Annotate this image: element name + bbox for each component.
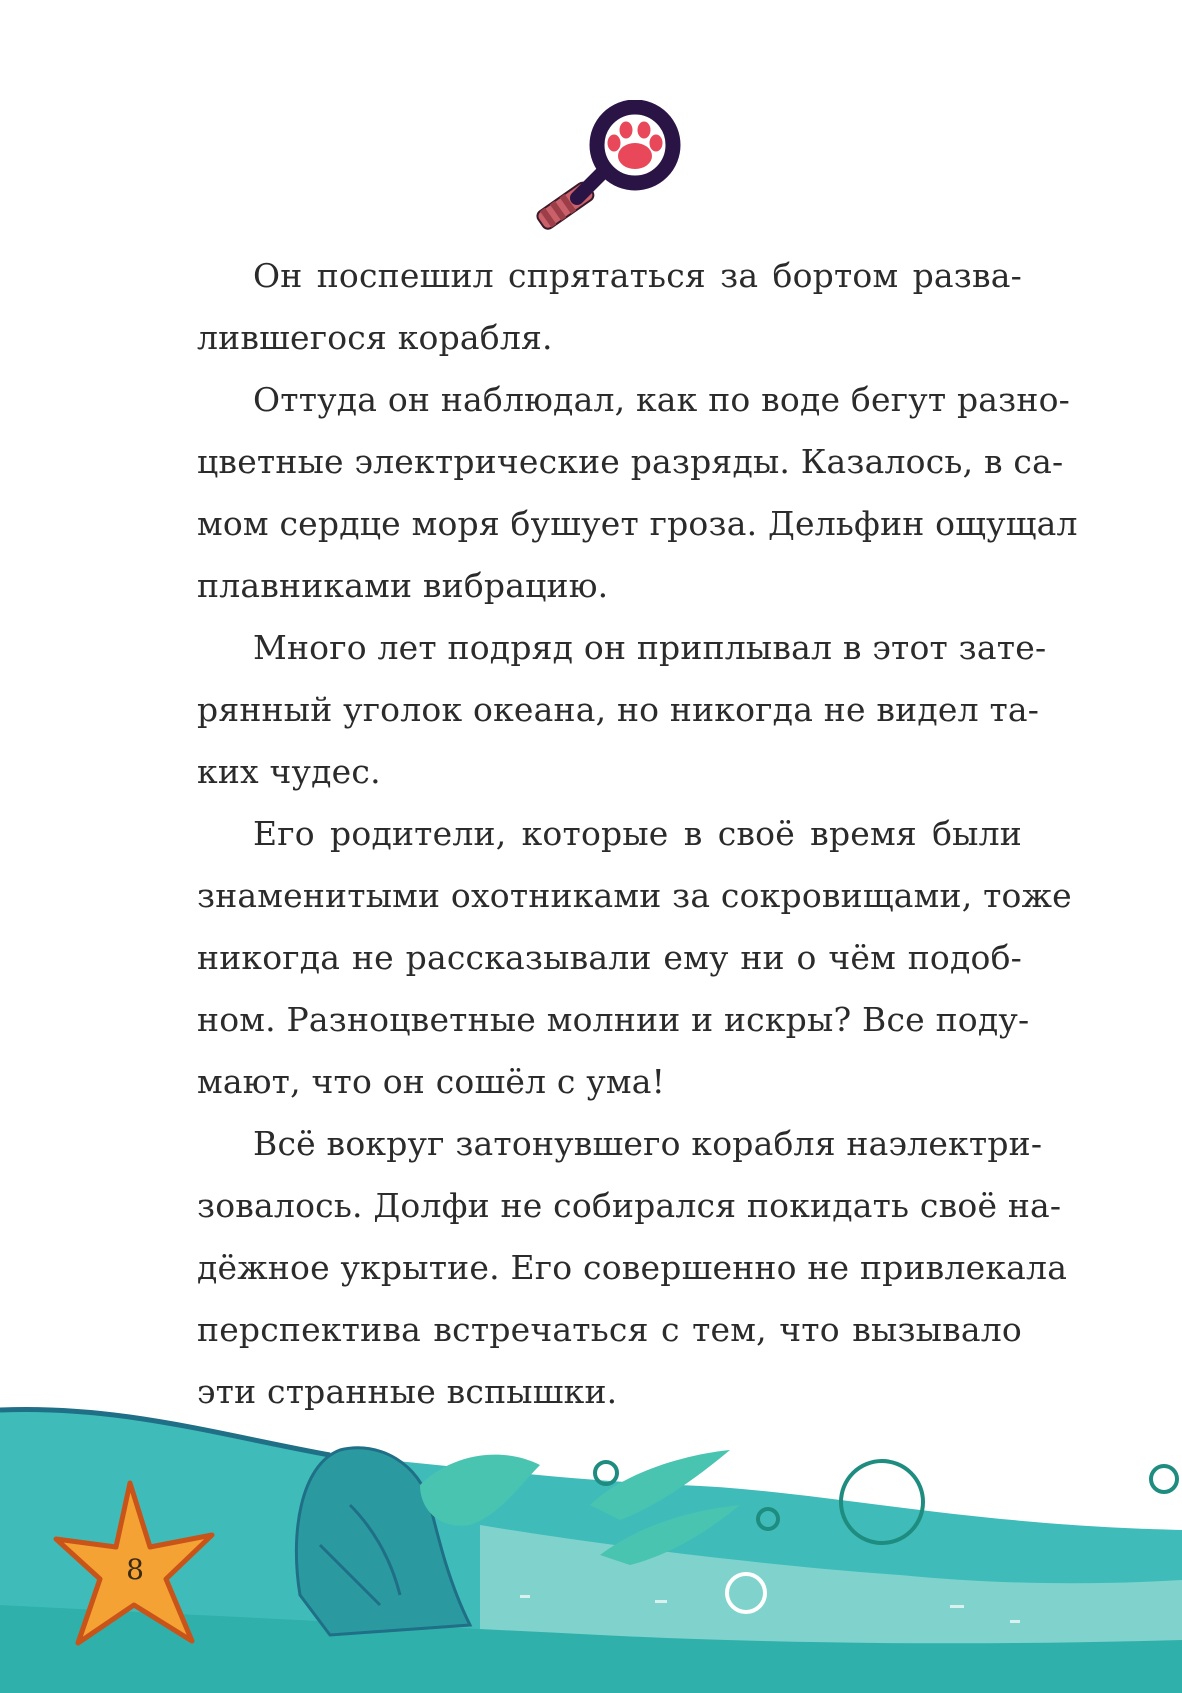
text-line: цветные электрические разряды. Казалось, в са-: [197, 442, 1064, 481]
paragraph: [197, 803, 1072, 1113]
text-line: зовалось. Долфи не собирался покидать своё на-: [197, 1186, 1062, 1225]
text-line: знаменитыми охотниками за сокровищами, тоже: [197, 876, 1072, 915]
text-line: Его родители, которые в своё время были: [253, 814, 1022, 853]
text-line: Всё вокруг затонувшего корабля наэлектри-: [253, 1124, 1043, 1163]
text-line: рянный уголок океана, но никогда не видел та-: [197, 690, 1040, 729]
text-line: лившегося корабля.: [197, 318, 553, 357]
paragraph: [197, 245, 1022, 369]
paragraph: [197, 617, 1047, 803]
text-line: ких чудес.: [197, 752, 381, 791]
text-line: Оттуда он наблюдал, как по воде бегут разно-: [253, 380, 1070, 419]
text-line: дёжное укрытие. Его совершенно не привлекала: [197, 1248, 1068, 1287]
paragraph: [197, 369, 1078, 617]
page-number: 8: [126, 1553, 144, 1586]
text-line: эти странные вспышки.: [197, 1372, 618, 1411]
text-line: перспектива встречаться с тем, что вызывало: [197, 1310, 1022, 1349]
text-line: Много лет подряд он приплывал в этот зате-: [253, 628, 1047, 667]
text-line: мают, что он сошёл с ума!: [197, 1062, 666, 1101]
sea-illustration: [0, 1395, 1182, 1693]
paragraph: [197, 1113, 1068, 1423]
magnifier-paw-icon: [525, 100, 705, 230]
text-line: плавниками вибрацию.: [197, 566, 609, 605]
main-text: [197, 245, 1078, 1423]
text-line: ном. Разноцветные молнии и искры? Все поду-: [197, 1000, 1030, 1039]
text-line: никогда не рассказывали ему ни о чём подоб-: [197, 938, 1022, 977]
text-line: Он поспешил спрятаться за бортом разва-: [253, 256, 1022, 295]
text-line: мом сердце моря бушует гроза. Дельфин ощущал: [197, 504, 1078, 543]
